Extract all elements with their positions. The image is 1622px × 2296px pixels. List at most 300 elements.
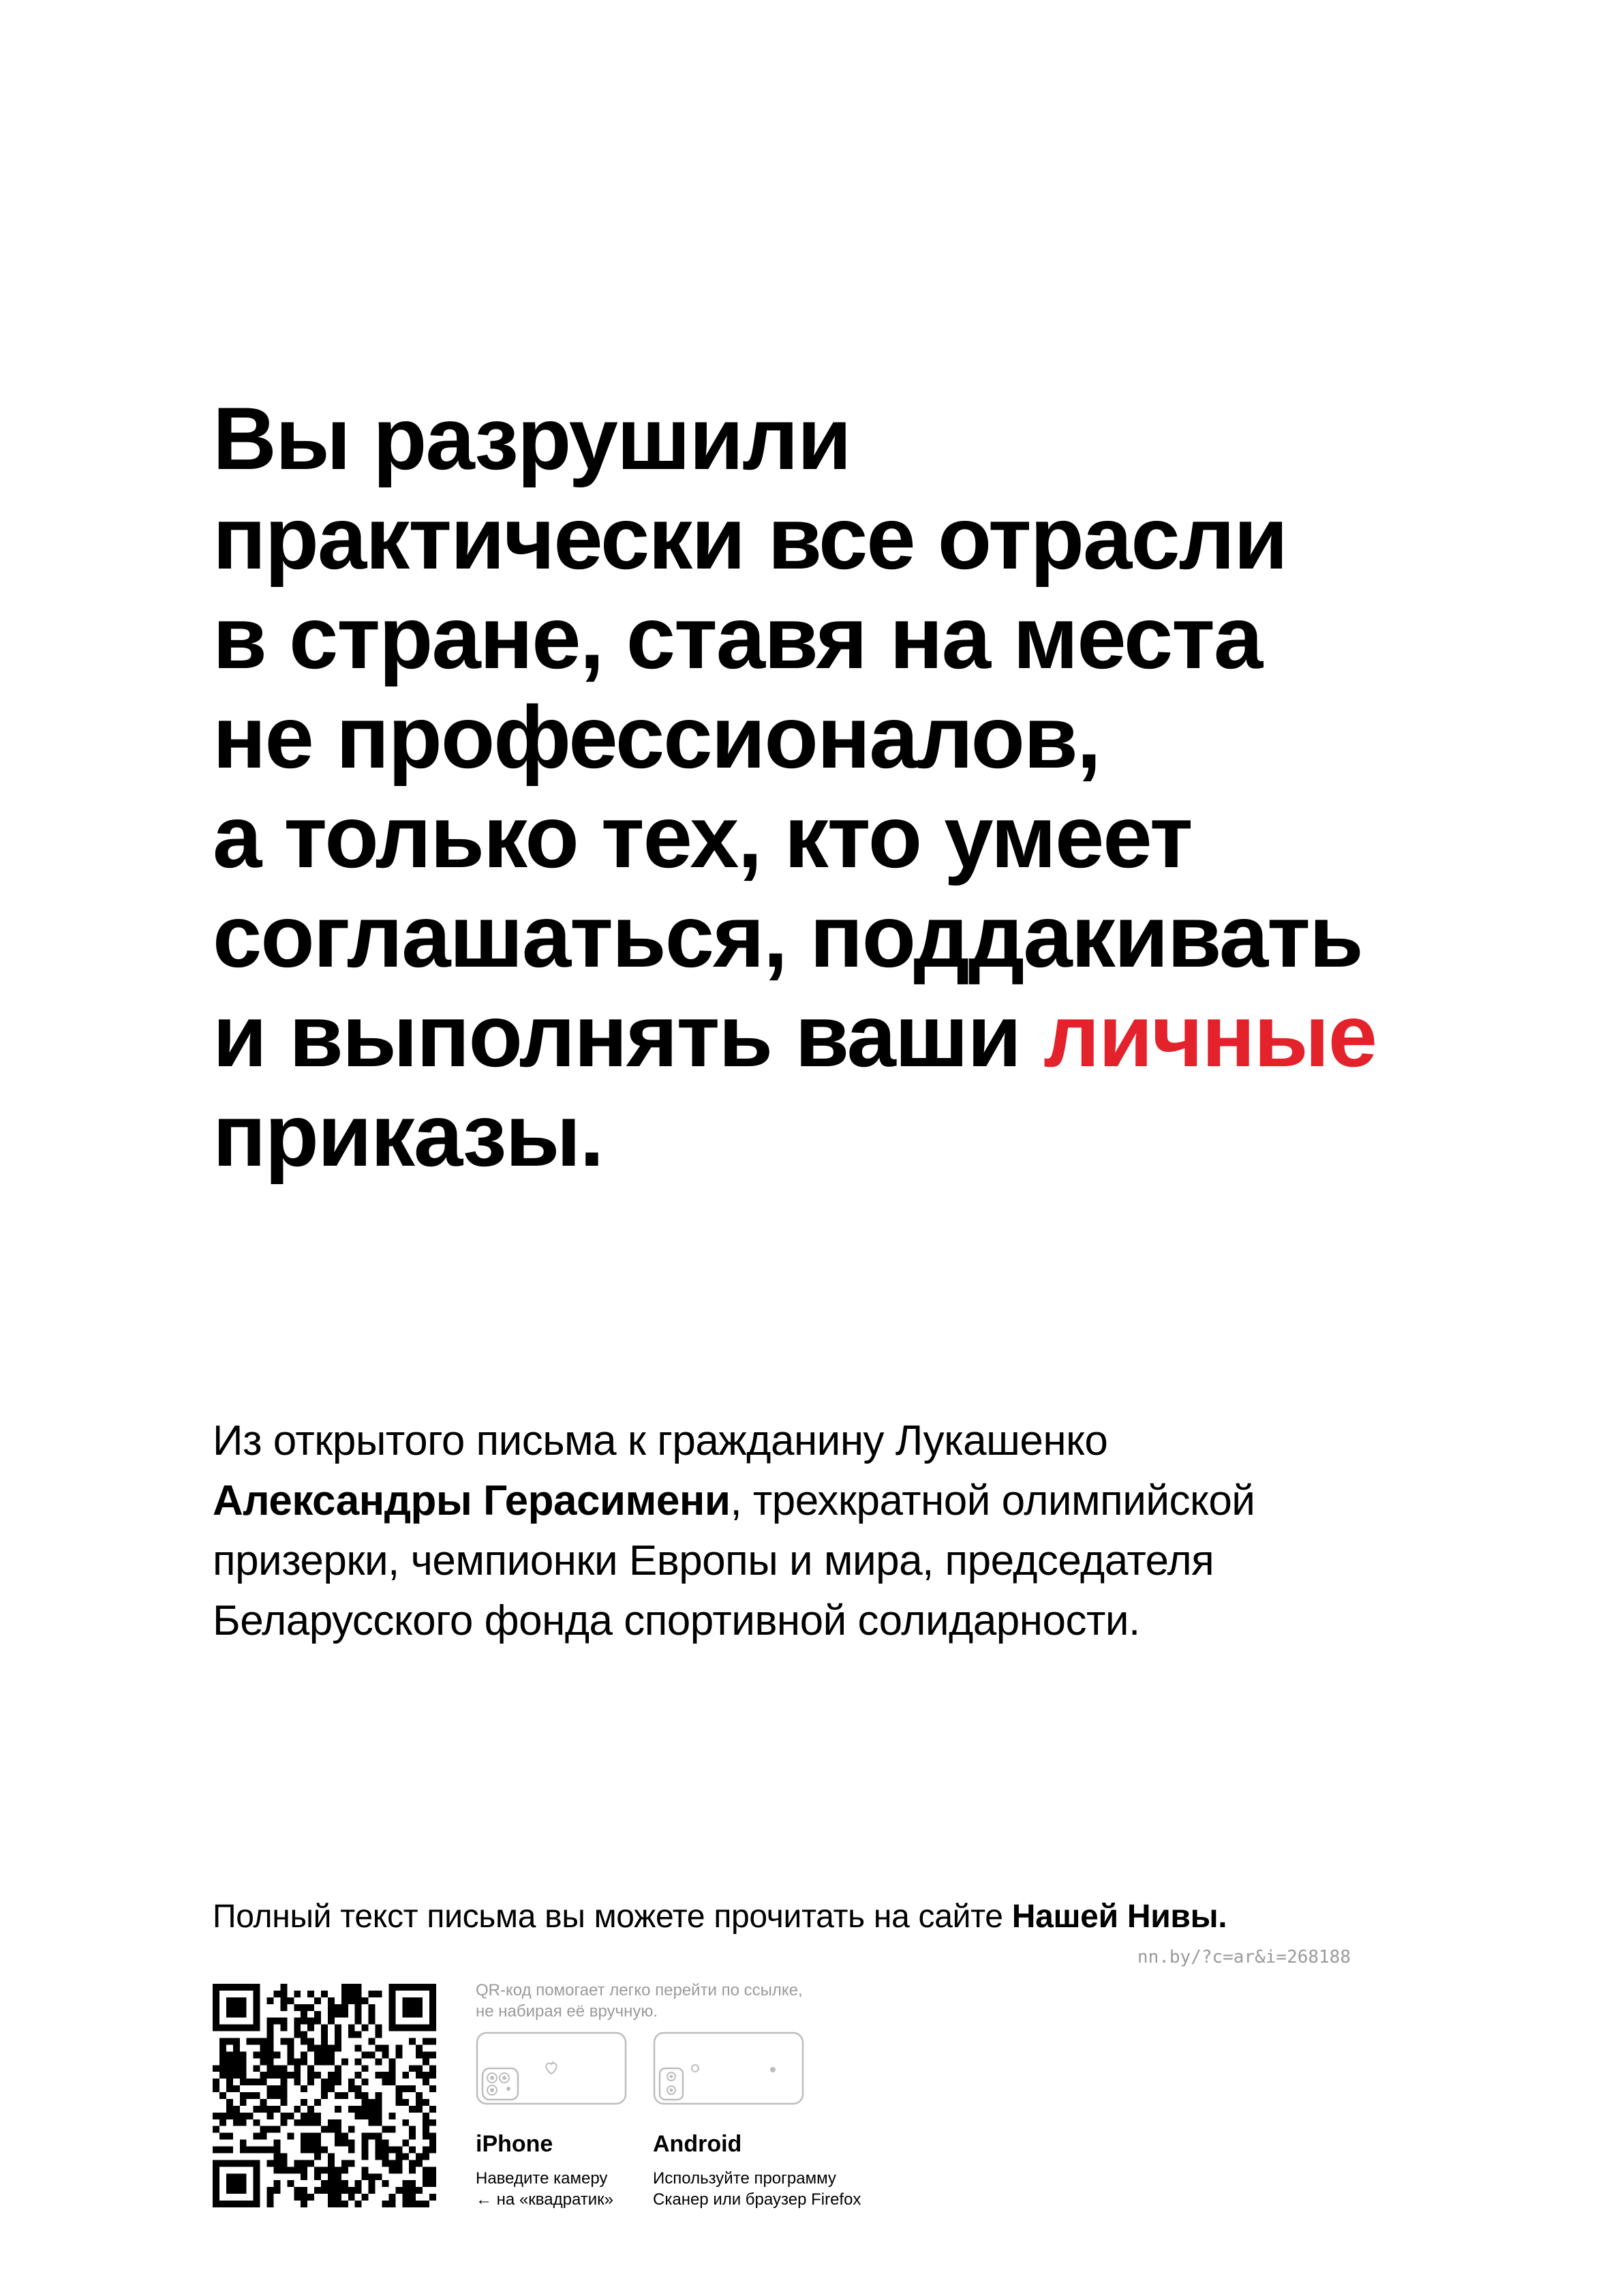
qr-module bbox=[321, 2126, 328, 2133]
qr-module bbox=[409, 2085, 416, 2092]
qr-module bbox=[348, 2160, 355, 2166]
qr-module bbox=[409, 2133, 416, 2140]
qr-module bbox=[348, 1997, 355, 2004]
qr-module bbox=[328, 2011, 335, 2018]
qr-module bbox=[219, 1984, 226, 1991]
headline-line: практически все отрасли bbox=[213, 488, 1287, 588]
headline-line-start: и выполнять ваши bbox=[213, 986, 1044, 1085]
qr-module bbox=[273, 2018, 280, 2025]
qr-module bbox=[369, 2011, 376, 2018]
qr-module bbox=[423, 2119, 429, 2126]
qr-module bbox=[388, 2072, 395, 2079]
qr-module bbox=[280, 2065, 287, 2072]
qr-module bbox=[254, 1997, 260, 2004]
qr-module bbox=[314, 2072, 321, 2079]
article-url[interactable]: nn.by/?c=ar&i=268188 bbox=[1137, 1947, 1351, 1967]
qr-module bbox=[335, 2092, 341, 2099]
qr-module bbox=[395, 2099, 402, 2106]
qr-module bbox=[429, 2166, 436, 2173]
qr-module bbox=[355, 2072, 362, 2079]
qr-module bbox=[423, 2058, 429, 2065]
qr-module bbox=[369, 2119, 376, 2126]
qr-module bbox=[423, 2025, 429, 2031]
qr-module bbox=[307, 2072, 314, 2079]
qr-module bbox=[254, 2119, 260, 2126]
qr-module bbox=[226, 2106, 233, 2113]
qr-module bbox=[213, 2194, 219, 2201]
qr-module bbox=[307, 2065, 314, 2072]
qr-module bbox=[402, 2180, 409, 2187]
qr-module bbox=[294, 2160, 301, 2166]
iphone-label: iPhone bbox=[476, 2131, 553, 2157]
qr-module bbox=[355, 2187, 362, 2194]
qr-module bbox=[321, 2025, 328, 2031]
qr-module bbox=[233, 2201, 240, 2207]
qr-module bbox=[219, 2160, 226, 2166]
qr-module bbox=[233, 2038, 240, 2045]
qr-module bbox=[226, 1997, 233, 2004]
qr-module bbox=[382, 2044, 388, 2051]
qr-module bbox=[240, 2160, 247, 2166]
qr-module bbox=[233, 2044, 240, 2051]
qr-module bbox=[409, 2194, 416, 2201]
qr-module bbox=[254, 2018, 260, 2025]
qr-module bbox=[254, 2065, 260, 2072]
qr-module bbox=[388, 2025, 395, 2031]
qr-module bbox=[328, 2153, 335, 2160]
qr-module bbox=[240, 2072, 247, 2079]
qr-module bbox=[226, 2099, 233, 2106]
qr-module bbox=[429, 2173, 436, 2180]
qr-module bbox=[388, 2166, 395, 2173]
qr-module bbox=[219, 2201, 226, 2207]
qr-module bbox=[341, 2201, 348, 2207]
qr-module bbox=[429, 2018, 436, 2025]
qr-module bbox=[273, 1991, 280, 1997]
qr-module bbox=[382, 2153, 388, 2160]
qr-module bbox=[409, 2011, 416, 2018]
qr-module bbox=[226, 2187, 233, 2194]
qr-module bbox=[369, 2173, 376, 2180]
qr-module bbox=[328, 2160, 335, 2166]
qr-module bbox=[388, 2113, 395, 2119]
quote-line bbox=[213, 1471, 1508, 1531]
qr-module bbox=[429, 2106, 436, 2113]
qr-module bbox=[328, 2051, 335, 2058]
qr-module bbox=[260, 2058, 267, 2065]
qr-module bbox=[395, 2153, 402, 2160]
qr-module bbox=[273, 2147, 280, 2154]
qr-module bbox=[280, 2119, 287, 2126]
qr-module bbox=[247, 2201, 254, 2207]
qr-module bbox=[294, 2079, 301, 2085]
qr-module bbox=[416, 2187, 423, 2194]
qr-module bbox=[355, 2085, 362, 2092]
qr-module bbox=[409, 2147, 416, 2154]
qr-module bbox=[254, 2051, 260, 2058]
qr-module bbox=[240, 2173, 247, 2180]
qr-module bbox=[395, 2166, 402, 2173]
qr-module bbox=[301, 2133, 307, 2140]
qr-module bbox=[247, 2038, 254, 2045]
qr-module bbox=[382, 2147, 388, 2154]
qr-module bbox=[307, 1991, 314, 1997]
qr-module bbox=[240, 2147, 247, 2154]
qr-module bbox=[254, 2106, 260, 2113]
qr-module bbox=[240, 2180, 247, 2187]
qr-module bbox=[240, 1984, 247, 1991]
qr-module bbox=[301, 2018, 307, 2025]
qr-module bbox=[369, 2099, 376, 2106]
qr-module bbox=[362, 1997, 369, 2004]
qr-module bbox=[388, 1997, 395, 2004]
qr-module bbox=[280, 1991, 287, 1997]
qr-module bbox=[307, 2044, 314, 2051]
qr-module bbox=[423, 2038, 429, 2045]
qr-module bbox=[226, 2004, 233, 2011]
qr-module bbox=[416, 1997, 423, 2004]
qr-module bbox=[240, 2079, 247, 2085]
qr-code-icon[interactable] bbox=[213, 1984, 436, 2207]
qr-module bbox=[376, 2119, 382, 2126]
qr-module bbox=[395, 2044, 402, 2051]
qr-module bbox=[267, 2065, 274, 2072]
qr-module bbox=[219, 2092, 226, 2099]
qr-module bbox=[213, 2166, 219, 2173]
headline-line: соглашаться, поддакивать bbox=[213, 886, 1362, 986]
qr-module bbox=[301, 2058, 307, 2065]
qr-module bbox=[409, 2201, 416, 2207]
qr-module bbox=[409, 2180, 416, 2187]
qr-module bbox=[388, 2018, 395, 2025]
qr-module bbox=[233, 2058, 240, 2065]
qr-module bbox=[226, 2011, 233, 2018]
qr-module bbox=[321, 2147, 328, 2154]
qr-module bbox=[314, 2133, 321, 2140]
qr-module bbox=[423, 2201, 429, 2207]
qr-module bbox=[307, 2113, 314, 2119]
qr-module bbox=[335, 2072, 341, 2079]
qr-module bbox=[280, 2099, 287, 2106]
qr-module bbox=[226, 2133, 233, 2140]
qr-module bbox=[429, 2085, 436, 2092]
qr-module bbox=[260, 2038, 267, 2045]
qr-module bbox=[423, 1984, 429, 1991]
qr-module bbox=[247, 2079, 254, 2085]
qr-module bbox=[341, 2160, 348, 2166]
qr-module bbox=[294, 2018, 301, 2025]
qr-module bbox=[341, 2092, 348, 2099]
qr-module bbox=[429, 2194, 436, 2201]
qr-module bbox=[294, 2166, 301, 2173]
qr-module bbox=[240, 2099, 247, 2106]
qr-module bbox=[355, 2113, 362, 2119]
qr-module bbox=[260, 2099, 267, 2106]
qr-module bbox=[240, 2092, 247, 2099]
qr-module bbox=[376, 2099, 382, 2106]
qr-module bbox=[376, 2113, 382, 2119]
qr-module bbox=[240, 2140, 247, 2147]
qr-module bbox=[376, 2147, 382, 2154]
qr-module bbox=[335, 2180, 341, 2187]
qr-module bbox=[301, 2201, 307, 2207]
qr-module bbox=[287, 2133, 294, 2140]
qr-module bbox=[307, 2018, 314, 2025]
qr-module bbox=[416, 2044, 423, 2051]
android-instructions-line: Используйте программу bbox=[653, 2169, 836, 2188]
qr-module bbox=[376, 2106, 382, 2113]
qr-module bbox=[280, 2113, 287, 2119]
qr-module bbox=[321, 2187, 328, 2194]
qr-module bbox=[328, 2194, 335, 2201]
qr-module bbox=[213, 2126, 219, 2133]
qr-module bbox=[423, 2051, 429, 2058]
author-name: Александры Герасимени bbox=[213, 1477, 731, 1524]
qr-module bbox=[280, 2160, 287, 2166]
qr-module bbox=[254, 2025, 260, 2031]
qr-module bbox=[328, 2018, 335, 2025]
qr-module bbox=[388, 2004, 395, 2011]
quote-attribution bbox=[213, 1411, 1508, 1651]
qr-module bbox=[429, 2011, 436, 2018]
qr-module bbox=[341, 2133, 348, 2140]
qr-module bbox=[429, 2004, 436, 2011]
qr-module bbox=[314, 2051, 321, 2058]
qr-module bbox=[423, 2153, 429, 2160]
qr-module bbox=[267, 2126, 274, 2133]
qr-module bbox=[355, 2044, 362, 2051]
qr-module bbox=[328, 2166, 335, 2173]
qr-module bbox=[369, 2018, 376, 2025]
qr-module bbox=[219, 2113, 226, 2119]
qr-module bbox=[402, 2085, 409, 2092]
qr-module bbox=[267, 2031, 274, 2038]
qr-module bbox=[376, 2173, 382, 2180]
qr-module bbox=[362, 2153, 369, 2160]
qr-module bbox=[233, 2051, 240, 2058]
qr-module bbox=[328, 2079, 335, 2085]
qr-module bbox=[273, 2065, 280, 2072]
qr-module bbox=[409, 2160, 416, 2166]
qr-module bbox=[267, 2147, 274, 2154]
qr-module bbox=[376, 2092, 382, 2099]
qr-module bbox=[409, 2004, 416, 2011]
qr-module bbox=[395, 2085, 402, 2092]
qr-module bbox=[328, 2187, 335, 2194]
qr-module bbox=[260, 2126, 267, 2133]
qr-module bbox=[287, 2038, 294, 2045]
qr-module bbox=[240, 2051, 247, 2058]
qr-module bbox=[362, 2051, 369, 2058]
qr-module bbox=[226, 2173, 233, 2180]
qr-module bbox=[388, 2079, 395, 2085]
qr-module bbox=[301, 2119, 307, 2126]
qr-module bbox=[213, 1984, 219, 1991]
iphone-instructions-line: ← на «квадратик» bbox=[476, 2190, 614, 2209]
qr-module bbox=[362, 2079, 369, 2085]
qr-module bbox=[355, 2018, 362, 2025]
qr-module bbox=[402, 2194, 409, 2201]
qr-module bbox=[395, 2147, 402, 2154]
qr-module bbox=[267, 2113, 274, 2119]
qr-module bbox=[213, 2065, 219, 2072]
qr-module bbox=[341, 2011, 348, 2018]
qr-module bbox=[388, 2058, 395, 2065]
qr-module bbox=[280, 2092, 287, 2099]
qr-module bbox=[416, 1984, 423, 1991]
qr-module bbox=[273, 2092, 280, 2099]
qr-module bbox=[226, 2065, 233, 2072]
qr-module bbox=[254, 2201, 260, 2207]
qr-module bbox=[335, 2044, 341, 2051]
qr-module bbox=[388, 2011, 395, 2018]
qr-module bbox=[348, 1984, 355, 1991]
qr-module bbox=[395, 2187, 402, 2194]
qr-module bbox=[247, 2160, 254, 2166]
qr-module bbox=[233, 2106, 240, 2113]
qr-module bbox=[294, 2004, 301, 2011]
qr-module bbox=[321, 2044, 328, 2051]
qr-module bbox=[226, 2058, 233, 2065]
iphone-instructions-line: Наведите камеру bbox=[476, 2169, 608, 2188]
qr-module bbox=[362, 2106, 369, 2113]
qr-hint-line: QR-код помогает легко перейти по ссылке, bbox=[476, 1981, 803, 1999]
qr-module bbox=[294, 2031, 301, 2038]
qr-module bbox=[233, 2173, 240, 2180]
qr-module bbox=[335, 2004, 341, 2011]
qr-module bbox=[247, 2147, 254, 2154]
qr-module bbox=[321, 1991, 328, 1997]
qr-module bbox=[254, 2092, 260, 2099]
qr-module bbox=[314, 2011, 321, 2018]
qr-module bbox=[321, 2031, 328, 2038]
qr-module bbox=[301, 2085, 307, 2092]
qr-module bbox=[213, 2011, 219, 2018]
qr-module bbox=[314, 2099, 321, 2106]
qr-module bbox=[376, 2058, 382, 2065]
qr-module bbox=[233, 2004, 240, 2011]
qr-module bbox=[409, 2187, 416, 2194]
qr-module bbox=[247, 1984, 254, 1991]
qr-module bbox=[254, 2147, 260, 2154]
qr-module bbox=[335, 2126, 341, 2133]
qr-module bbox=[335, 2031, 341, 2038]
qr-module bbox=[416, 2065, 423, 2072]
qr-module bbox=[280, 2018, 287, 2025]
qr-module bbox=[233, 2119, 240, 2126]
qr-module bbox=[402, 2072, 409, 2079]
qr-module bbox=[402, 2004, 409, 2011]
qr-module bbox=[267, 2058, 274, 2065]
qr-module bbox=[423, 2113, 429, 2119]
qr-module bbox=[267, 2085, 274, 2092]
qr-module bbox=[240, 1997, 247, 2004]
qr-module bbox=[416, 2153, 423, 2160]
qr-module bbox=[213, 2113, 219, 2119]
qr-module bbox=[226, 2025, 233, 2031]
qr-module bbox=[362, 2025, 369, 2031]
qr-module bbox=[254, 2166, 260, 2173]
qr-module bbox=[362, 2194, 369, 2201]
qr-module bbox=[219, 2133, 226, 2140]
qr-module bbox=[402, 2153, 409, 2160]
qr-module bbox=[321, 2079, 328, 2085]
qr-module bbox=[335, 2038, 341, 2045]
footer-text bbox=[213, 1897, 1227, 1937]
qr-module bbox=[226, 2079, 233, 2085]
qr-module bbox=[240, 2011, 247, 2018]
qr-module bbox=[362, 2133, 369, 2140]
qr-module bbox=[273, 2153, 280, 2160]
qr-module bbox=[226, 2160, 233, 2166]
qr-module bbox=[395, 1984, 402, 1991]
qr-module bbox=[416, 2011, 423, 2018]
qr-module bbox=[307, 2147, 314, 2154]
qr-module bbox=[429, 2051, 436, 2058]
qr-module bbox=[219, 2119, 226, 2126]
qr-module bbox=[321, 2051, 328, 2058]
qr-module bbox=[233, 2187, 240, 2194]
qr-module bbox=[273, 2166, 280, 2173]
qr-module bbox=[355, 2180, 362, 2187]
qr-module bbox=[335, 2025, 341, 2031]
qr-module bbox=[307, 2038, 314, 2045]
qr-module bbox=[335, 2166, 341, 2173]
qr-module bbox=[429, 2133, 436, 2140]
qr-module bbox=[307, 2004, 314, 2011]
qr-module bbox=[301, 2051, 307, 2058]
qr-module bbox=[328, 2072, 335, 2079]
qr-module bbox=[307, 2194, 314, 2201]
qr-module bbox=[395, 2160, 402, 2166]
qr-module bbox=[213, 2147, 219, 2154]
qr-module bbox=[247, 2025, 254, 2031]
qr-module bbox=[219, 2044, 226, 2051]
qr-module bbox=[233, 2072, 240, 2079]
qr-module bbox=[267, 2025, 274, 2031]
qr-module bbox=[423, 2166, 429, 2173]
qr-module bbox=[314, 2044, 321, 2051]
qr-module bbox=[409, 2065, 416, 2072]
iphone-back-icon bbox=[476, 2031, 627, 2105]
qr-module bbox=[260, 2106, 267, 2113]
qr-module bbox=[429, 2065, 436, 2072]
qr-module bbox=[341, 2004, 348, 2011]
qr-module bbox=[301, 2099, 307, 2106]
qr-module bbox=[247, 2092, 254, 2099]
qr-module bbox=[240, 2113, 247, 2119]
android-phone-back-icon bbox=[653, 2031, 804, 2105]
qr-module bbox=[328, 2201, 335, 2207]
qr-module bbox=[254, 2194, 260, 2201]
qr-module bbox=[355, 2004, 362, 2011]
qr-module bbox=[355, 2106, 362, 2113]
qr-module bbox=[254, 2133, 260, 2140]
qr-module bbox=[321, 2166, 328, 2173]
qr-module bbox=[254, 2011, 260, 2018]
qr-module bbox=[328, 2085, 335, 2092]
qr-module bbox=[348, 2187, 355, 2194]
qr-module bbox=[429, 2038, 436, 2045]
qr-module bbox=[369, 2133, 376, 2140]
qr-module bbox=[348, 2140, 355, 2147]
qr-module bbox=[402, 1997, 409, 2004]
qr-module bbox=[429, 2147, 436, 2154]
qr-module bbox=[402, 2140, 409, 2147]
qr-module bbox=[240, 2058, 247, 2065]
qr-module bbox=[267, 2187, 274, 2194]
qr-module bbox=[402, 2025, 409, 2031]
